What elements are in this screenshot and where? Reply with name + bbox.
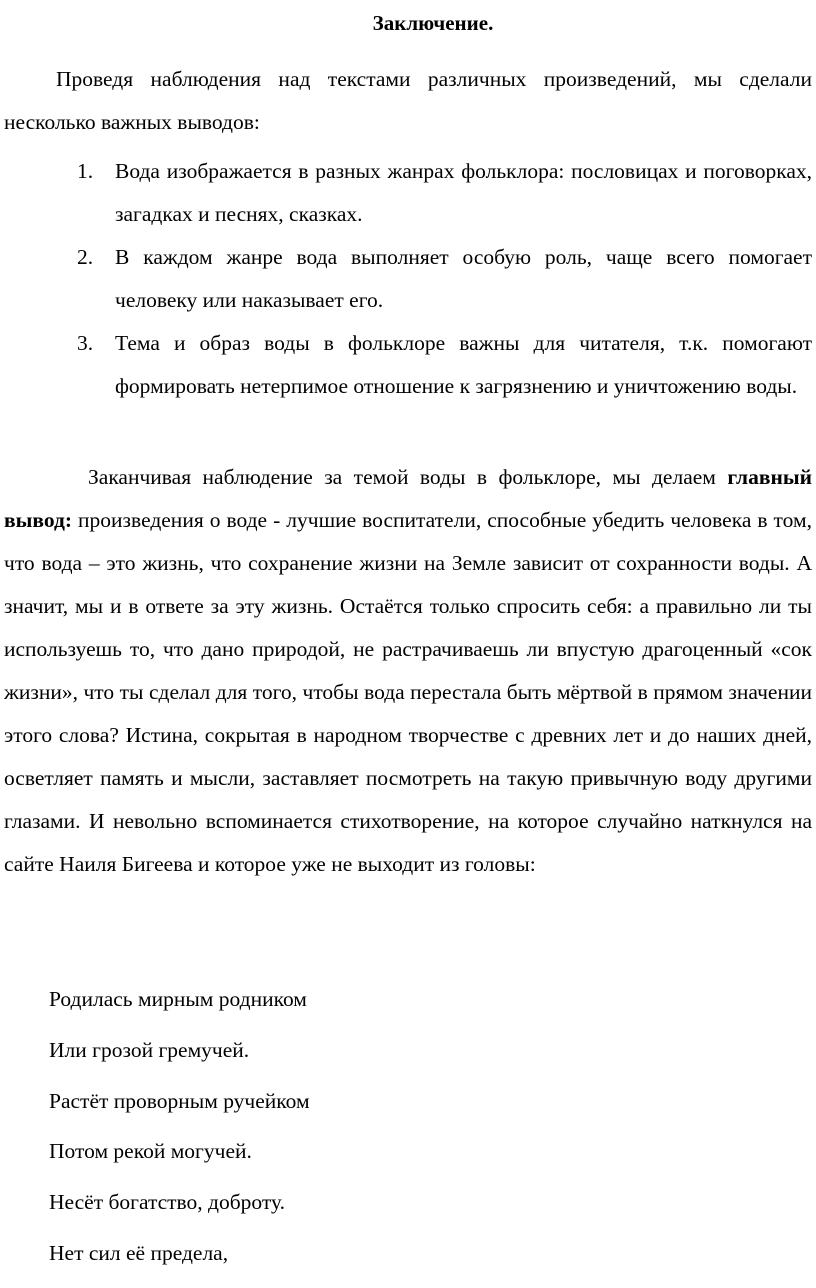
final-paragraph-text: произведения о воде - лучшие воспитатели, способные убедить человека в том, что вода – это жизнь, что сохранение жизни на Земле зависит от сохранности воды. А значит, мы и в ответе за эту жизнь. Остаётся только спросить себя: а правильно ли ты используешь то, что дано природой, не растрачиваешь ли впустую драгоценный «сок жизни», что ты сделал для того, чтобы вода перестала быть мёртвой в прямом значении этого слова? Истина, сокрытая в народном творчестве с древних лет и до наших дней, осветляет память и мысли, заставляет посмотреть на такую привычную воду другими глазами. И невольно вспоминается стихотворение, на которое случайно наткнулся на сайте Наиля Бигеева и которое уже не выходит из головы: (4, 508, 812, 876)
list-item-text: В каждом жанре вода выполняет особую роль, чаще всего помогает человеку или наказывает его. (115, 245, 812, 312)
conclusion-item-2 (0, 236, 816, 322)
poem-line: Родилась мирным родником (49, 987, 307, 1011)
list-number: 1. (77, 159, 94, 183)
poem-line: Потом рекой могучей. (49, 1139, 252, 1164)
poem-line: Или грозой гремучей. (49, 1037, 250, 1062)
conclusion-item-1 (0, 150, 816, 236)
list-item-text: Тема и образ воды в фольклоре важны для читателя, т.к. помогают формировать нетерпимое отношение к загрязнению и уничтожению воды. (115, 331, 812, 398)
conclusions-list (0, 150, 816, 408)
poem-line: Несёт богатство, доброту. (49, 1190, 285, 1215)
poem-line: Нет сил её предела, (49, 1240, 229, 1265)
final-paragraph-lead: Заканчивая наблюдение за темой воды в фольклоре, мы делаем (88, 465, 728, 489)
final-paragraph (4, 456, 812, 886)
document-title: Заключение. (372, 11, 494, 35)
poem (49, 974, 310, 1279)
list-number: 3. (77, 331, 94, 355)
conclusion-item-3 (0, 322, 816, 408)
main-conclusion-label: главный вывод: (4, 465, 812, 532)
poem-line: Растёт проворным ручейком (49, 1088, 310, 1113)
list-item-text: Вода изображается в разных жанрах фольклора: пословицах и поговорках, загадках и песнях, сказках. (115, 159, 812, 226)
intro-paragraph: Проведя наблюдения над текстами различных произведений, мы сделали несколько важных выводов: (4, 67, 812, 134)
list-number: 2. (77, 245, 94, 269)
